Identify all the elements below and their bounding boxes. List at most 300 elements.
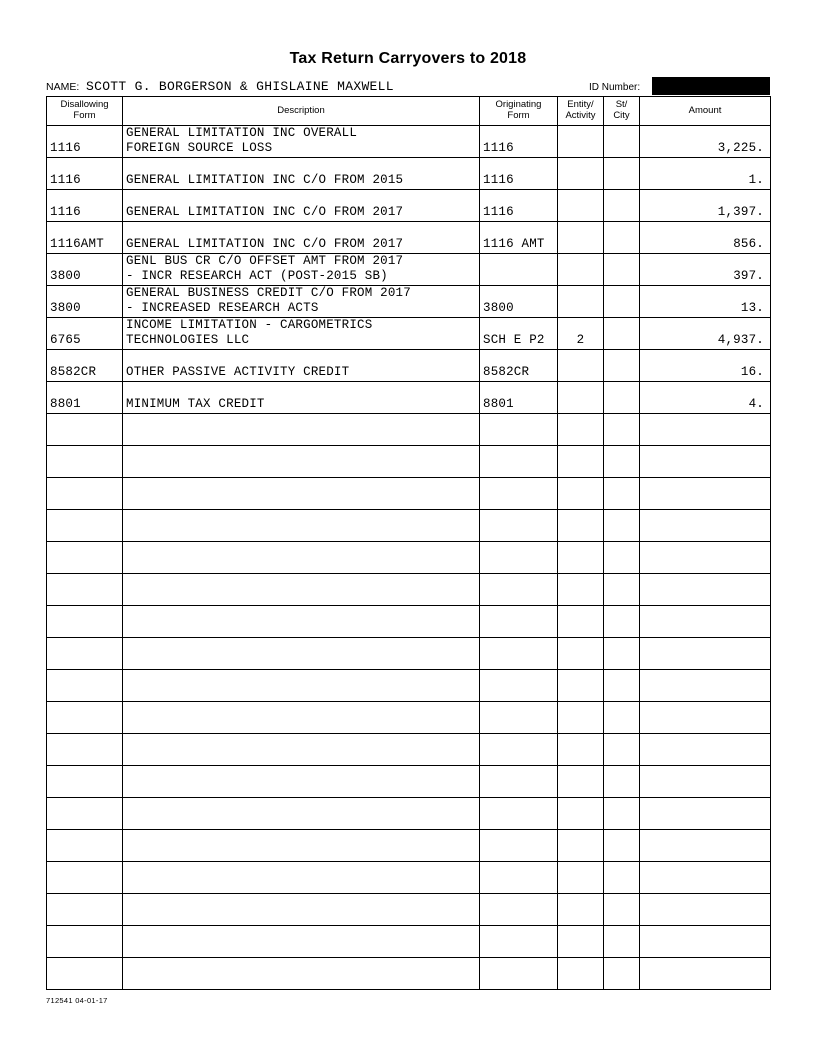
cell-description-line1 <box>123 894 479 909</box>
cell-st-city <box>604 574 640 606</box>
cell-originating-form-line2 <box>480 909 557 924</box>
cell-disallowing-form-line2 <box>47 621 122 636</box>
cell-description <box>123 894 480 926</box>
cell-description <box>123 702 480 734</box>
cell-disallowing-form <box>47 830 123 862</box>
cell-st-city <box>604 830 640 862</box>
table-row <box>47 478 771 510</box>
cell-amount-line2 <box>640 653 770 668</box>
cell-amount <box>640 350 771 382</box>
cell-description-line2: GENERAL LIMITATION INC C/O FROM 2017 <box>126 205 404 219</box>
cell-st-city <box>604 670 640 702</box>
cell-entity-activity <box>558 382 604 414</box>
cell-description-line1 <box>123 702 479 717</box>
cell-disallowing-form <box>47 926 123 958</box>
cell-description-line2 <box>123 493 479 508</box>
cell-originating-form <box>480 510 558 542</box>
cell-disallowing-form <box>47 350 123 382</box>
cell-originating-form-line2 <box>480 717 557 732</box>
col-header-entity-activity <box>558 97 604 126</box>
cell-originating-form <box>480 606 558 638</box>
cell-disallowing-form-line2: 3800 <box>50 269 81 283</box>
cell-st-city-line2 <box>604 749 639 764</box>
cell-disallowing-form-line2 <box>47 749 122 764</box>
id-number-redaction-box <box>652 77 770 95</box>
cell-amount-line2 <box>640 941 770 956</box>
cell-originating-form-line2: 1116 AMT <box>483 237 545 251</box>
cell-description-line2: - INCREASED RESEARCH ACTS <box>126 301 319 315</box>
cell-originating-form-line2 <box>480 877 557 892</box>
cell-st-city <box>604 190 640 222</box>
cell-st-city <box>604 126 640 158</box>
cell-description <box>123 862 480 894</box>
cell-disallowing-form <box>47 254 123 286</box>
cell-entity-activity-line2 <box>558 237 603 252</box>
table-row <box>47 862 771 894</box>
table-row <box>47 190 771 222</box>
cell-originating-form <box>480 190 558 222</box>
cell-entity-activity <box>558 254 604 286</box>
cell-entity-activity <box>558 510 604 542</box>
cell-entity-activity-line2 <box>558 845 603 860</box>
cell-disallowing-form-line2: 3800 <box>50 301 81 315</box>
cell-description <box>123 830 480 862</box>
cell-entity-activity <box>558 126 604 158</box>
cell-st-city <box>604 414 640 446</box>
cell-originating-form <box>480 286 558 318</box>
cell-amount <box>640 126 771 158</box>
cell-originating-form-line2: 3800 <box>483 301 514 315</box>
cell-originating-form <box>480 574 558 606</box>
cell-description-line2 <box>123 653 479 668</box>
cell-originating-form-line2 <box>480 589 557 604</box>
cell-st-city-line2 <box>604 493 639 508</box>
cell-entity-activity <box>558 222 604 254</box>
cell-originating-form <box>480 318 558 350</box>
cell-st-city-line2 <box>604 301 639 316</box>
cell-st-city <box>604 158 640 190</box>
cell-description <box>123 574 480 606</box>
cell-originating-form <box>480 734 558 766</box>
cell-entity-activity-line2 <box>558 525 603 540</box>
cell-st-city <box>604 734 640 766</box>
cell-amount-line2 <box>640 749 770 764</box>
cell-originating-form-line2 <box>480 621 557 636</box>
table-row <box>47 414 771 446</box>
cell-st-city-line2 <box>604 845 639 860</box>
cell-entity-activity-line2 <box>558 589 603 604</box>
cell-disallowing-form <box>47 702 123 734</box>
cell-amount <box>640 894 771 926</box>
cell-disallowing-form <box>47 638 123 670</box>
table-row <box>47 766 771 798</box>
cell-originating-form-line2 <box>480 685 557 700</box>
cell-description <box>123 414 480 446</box>
cell-originating-form-line2: 1116 <box>483 205 514 219</box>
cell-disallowing-form-line2 <box>47 589 122 604</box>
cell-originating-form <box>480 126 558 158</box>
table-row <box>47 670 771 702</box>
cell-description <box>123 158 480 190</box>
cell-st-city-line2 <box>604 141 639 156</box>
cell-description-line1 <box>123 350 479 365</box>
cell-description <box>123 126 480 158</box>
col-header-description: Description <box>123 97 480 126</box>
cell-entity-activity-line2 <box>558 557 603 572</box>
cell-originating-form <box>480 894 558 926</box>
cell-entity-activity <box>558 446 604 478</box>
cell-description-line1 <box>123 926 479 941</box>
cell-amount-line2 <box>640 493 770 508</box>
cell-disallowing-form-line2: 8801 <box>50 397 81 411</box>
cell-description <box>123 190 480 222</box>
cell-description-line1 <box>123 446 479 461</box>
cell-amount-line2 <box>640 813 770 828</box>
cell-disallowing-form-line2 <box>47 653 122 668</box>
cell-entity-activity-line2 <box>558 205 603 220</box>
cell-description-line2 <box>123 685 479 700</box>
cell-entity-activity <box>558 478 604 510</box>
cell-amount <box>640 606 771 638</box>
cell-description-line1 <box>123 830 479 845</box>
cell-amount-line2 <box>640 781 770 796</box>
cell-originating-form <box>480 830 558 862</box>
cell-entity-activity <box>558 286 604 318</box>
cell-disallowing-form <box>47 766 123 798</box>
col-header-disallowing-form <box>47 97 123 126</box>
cell-description-line2 <box>123 909 479 924</box>
cell-st-city <box>604 222 640 254</box>
cell-description-line1 <box>123 766 479 781</box>
cell-entity-activity <box>558 574 604 606</box>
cell-st-city <box>604 926 640 958</box>
table-row <box>47 158 771 190</box>
cell-st-city <box>604 862 640 894</box>
cell-entity-activity-line2 <box>558 653 603 668</box>
table-row <box>47 702 771 734</box>
cell-amount-line2: 856. <box>733 237 764 251</box>
table-row <box>47 254 771 286</box>
cell-amount-line2 <box>640 621 770 636</box>
cell-entity-activity-line2 <box>558 461 603 476</box>
cell-amount <box>640 766 771 798</box>
cell-disallowing-form <box>47 862 123 894</box>
cell-originating-form <box>480 414 558 446</box>
id-number-label: ID Number: <box>589 82 641 93</box>
cell-originating-form <box>480 926 558 958</box>
cell-originating-form-line2: SCH E P2 <box>483 333 545 347</box>
cell-description <box>123 766 480 798</box>
cell-disallowing-form <box>47 446 123 478</box>
cell-description-line1 <box>123 414 479 429</box>
cell-originating-form-line2 <box>480 845 557 860</box>
cell-amount <box>640 830 771 862</box>
cell-entity-activity-line2 <box>558 621 603 636</box>
table-row <box>47 958 771 990</box>
cell-originating-form <box>480 478 558 510</box>
cell-disallowing-form-line2: 1116AMT <box>50 237 104 251</box>
cell-description <box>123 510 480 542</box>
cell-amount <box>640 638 771 670</box>
cell-disallowing-form-line2 <box>47 461 122 476</box>
cell-st-city-line2 <box>604 269 639 284</box>
cell-originating-form <box>480 862 558 894</box>
cell-st-city-line2 <box>604 717 639 732</box>
cell-description-line2 <box>123 525 479 540</box>
cell-description-line1 <box>123 158 479 173</box>
cell-originating-form <box>480 702 558 734</box>
cell-st-city <box>604 382 640 414</box>
cell-originating-form <box>480 158 558 190</box>
col-header-disallowing-form-line2: Form <box>73 110 96 121</box>
cell-entity-activity-line2 <box>558 269 603 284</box>
cell-amount <box>640 670 771 702</box>
cell-originating-form-line2 <box>480 813 557 828</box>
cell-description-line1 <box>123 670 479 685</box>
cell-amount-line2: 1,397. <box>717 205 764 219</box>
cell-amount <box>640 446 771 478</box>
cell-disallowing-form <box>47 670 123 702</box>
cell-originating-form-line2 <box>480 749 557 764</box>
cell-st-city <box>604 478 640 510</box>
cell-description <box>123 734 480 766</box>
page-title: Tax Return Carryovers to 2018 <box>289 50 527 67</box>
cell-entity-activity <box>558 766 604 798</box>
cell-description-line1 <box>123 862 479 877</box>
cell-entity-activity <box>558 350 604 382</box>
cell-description-line2: OTHER PASSIVE ACTIVITY CREDIT <box>126 365 350 379</box>
cell-entity-activity-line2 <box>558 813 603 828</box>
table-row <box>47 222 771 254</box>
cell-st-city <box>604 606 640 638</box>
cell-originating-form <box>480 798 558 830</box>
cell-disallowing-form <box>47 894 123 926</box>
cell-st-city-line2 <box>604 941 639 956</box>
cell-entity-activity-line2 <box>558 301 603 316</box>
cell-st-city-line2 <box>604 813 639 828</box>
cell-st-city <box>604 318 640 350</box>
cell-amount <box>640 318 771 350</box>
cell-amount <box>640 542 771 574</box>
cell-description-line1 <box>123 798 479 813</box>
cell-amount-line2 <box>640 685 770 700</box>
cell-entity-activity-line2 <box>558 909 603 924</box>
table-row <box>47 606 771 638</box>
cell-disallowing-form <box>47 734 123 766</box>
cell-amount <box>640 734 771 766</box>
cell-description-line2 <box>123 781 479 796</box>
cell-description <box>123 542 480 574</box>
cell-originating-form-line2 <box>480 269 557 284</box>
cell-originating-form-line2: 1116 <box>483 173 514 187</box>
cell-amount-line2 <box>640 845 770 860</box>
cell-description-line1 <box>123 478 479 493</box>
cell-entity-activity-line2 <box>558 493 603 508</box>
cell-originating-form-line2 <box>480 493 557 508</box>
cell-originating-form <box>480 958 558 990</box>
cell-st-city <box>604 702 640 734</box>
cell-entity-activity-line2 <box>558 141 603 156</box>
table-row <box>47 382 771 414</box>
cell-amount <box>640 190 771 222</box>
cell-disallowing-form-line2 <box>47 781 122 796</box>
cell-amount <box>640 286 771 318</box>
cell-amount-line2 <box>640 429 770 444</box>
cell-amount <box>640 382 771 414</box>
taxpayer-name-row <box>46 79 770 95</box>
cell-originating-form <box>480 670 558 702</box>
cell-description <box>123 670 480 702</box>
cell-description-line2: FOREIGN SOURCE LOSS <box>126 141 273 155</box>
cell-amount-line2 <box>640 557 770 572</box>
cell-entity-activity-line2 <box>558 717 603 732</box>
carryovers-table-body <box>47 126 771 990</box>
cell-originating-form <box>480 766 558 798</box>
cell-entity-activity <box>558 862 604 894</box>
form-footer-code: 712541 04-01-17 <box>46 996 108 1005</box>
cell-originating-form-line2: 8801 <box>483 397 514 411</box>
table-row <box>47 286 771 318</box>
col-header-st-line2: City <box>613 110 630 121</box>
col-header-originating-form-line1: Originating <box>495 99 542 111</box>
table-row <box>47 798 771 830</box>
cell-st-city-line2 <box>604 525 639 540</box>
cell-disallowing-form-line2 <box>47 493 122 508</box>
cell-disallowing-form-line2 <box>47 877 122 892</box>
cell-description-line2 <box>123 717 479 732</box>
cell-description-line2: TECHNOLOGIES LLC <box>126 333 250 347</box>
cell-amount <box>640 478 771 510</box>
cell-entity-activity-line2 <box>558 941 603 956</box>
col-header-disallowing-form-line1: Disallowing <box>60 99 109 111</box>
cell-entity-activity-line2 <box>558 365 603 380</box>
cell-originating-form <box>480 382 558 414</box>
cell-disallowing-form-line2 <box>47 909 122 924</box>
cell-entity-activity-line2 <box>558 749 603 764</box>
cell-st-city <box>604 446 640 478</box>
cell-amount-line2: 4,937. <box>717 333 764 347</box>
cell-description-line2: - INCR RESEARCH ACT (POST-2015 SB) <box>126 269 388 283</box>
taxpayer-name-value: SCOTT G. BORGERSON & GHISLAINE MAXWELL <box>86 79 394 94</box>
cell-st-city <box>604 894 640 926</box>
carryovers-table <box>46 96 771 990</box>
cell-description-line1 <box>123 382 479 397</box>
table-row <box>47 830 771 862</box>
cell-st-city-line2 <box>604 365 639 380</box>
cell-description-line2: MINIMUM TAX CREDIT <box>126 397 265 411</box>
cell-st-city-line2 <box>604 621 639 636</box>
cell-amount <box>640 222 771 254</box>
cell-disallowing-form <box>47 318 123 350</box>
cell-originating-form-line2: 8582CR <box>483 365 530 379</box>
cell-entity-activity <box>558 958 604 990</box>
table-row <box>47 350 771 382</box>
cell-amount <box>640 414 771 446</box>
cell-entity-activity <box>558 158 604 190</box>
cell-description <box>123 286 480 318</box>
cell-amount <box>640 926 771 958</box>
cell-st-city-line2 <box>604 653 639 668</box>
cell-disallowing-form-line2 <box>47 525 122 540</box>
cell-disallowing-form <box>47 606 123 638</box>
cell-amount-line2: 16. <box>740 365 764 379</box>
cell-amount-line2: 4. <box>748 397 764 411</box>
cell-disallowing-form <box>47 958 123 990</box>
cell-description <box>123 478 480 510</box>
cell-entity-activity-line2 <box>558 173 603 188</box>
col-header-amount: Amount <box>640 97 771 126</box>
cell-entity-activity <box>558 190 604 222</box>
cell-entity-activity <box>558 894 604 926</box>
cell-st-city-line2 <box>604 557 639 572</box>
col-header-st-line1: St/ <box>615 99 628 111</box>
cell-originating-form-line2 <box>480 781 557 796</box>
cell-description-line1 <box>123 606 479 621</box>
cell-amount-line2 <box>640 525 770 540</box>
cell-description-line2 <box>123 845 479 860</box>
table-row <box>47 734 771 766</box>
col-header-entity-line2: Activity <box>565 110 596 121</box>
cell-st-city <box>604 958 640 990</box>
cell-originating-form <box>480 222 558 254</box>
cell-description-line2 <box>123 941 479 956</box>
cell-description-line2 <box>123 749 479 764</box>
cell-st-city-line2 <box>604 237 639 252</box>
cell-disallowing-form <box>47 126 123 158</box>
cell-entity-activity-line2: 2 <box>576 333 585 347</box>
cell-st-city <box>604 510 640 542</box>
cell-entity-activity <box>558 734 604 766</box>
cell-disallowing-form <box>47 510 123 542</box>
cell-description-line1 <box>123 222 479 237</box>
cell-description-line1: INCOME LIMITATION - CARGOMETRICS <box>126 318 373 332</box>
cell-amount-line2 <box>640 909 770 924</box>
cell-entity-activity-line2 <box>558 781 603 796</box>
cell-description-line2 <box>123 973 479 988</box>
cell-entity-activity-line2 <box>558 397 603 412</box>
cell-st-city-line2 <box>604 205 639 220</box>
cell-amount <box>640 254 771 286</box>
cell-entity-activity-line2 <box>558 973 603 988</box>
cell-description-line2: GENERAL LIMITATION INC C/O FROM 2017 <box>126 237 404 251</box>
table-header-row <box>47 97 771 126</box>
cell-description-line2 <box>123 557 479 572</box>
cell-st-city-line2 <box>604 909 639 924</box>
cell-entity-activity-line2 <box>558 877 603 892</box>
cell-st-city-line2 <box>604 429 639 444</box>
cell-disallowing-form <box>47 414 123 446</box>
cell-description-line1 <box>123 958 479 973</box>
cell-originating-form-line2 <box>480 557 557 572</box>
cell-st-city-line2 <box>604 781 639 796</box>
cell-amount-line2 <box>640 461 770 476</box>
cell-entity-activity <box>558 542 604 574</box>
cell-description <box>123 350 480 382</box>
cell-amount <box>640 798 771 830</box>
cell-description <box>123 318 480 350</box>
cell-st-city-line2 <box>604 973 639 988</box>
table-row <box>47 926 771 958</box>
cell-amount <box>640 958 771 990</box>
cell-entity-activity <box>558 926 604 958</box>
table-row <box>47 542 771 574</box>
cell-description <box>123 638 480 670</box>
cell-originating-form <box>480 542 558 574</box>
cell-originating-form-line2 <box>480 461 557 476</box>
cell-amount-line2 <box>640 973 770 988</box>
cell-description-line1: GENL BUS CR C/O OFFSET AMT FROM 2017 <box>126 254 404 268</box>
cell-originating-form-line2 <box>480 941 557 956</box>
